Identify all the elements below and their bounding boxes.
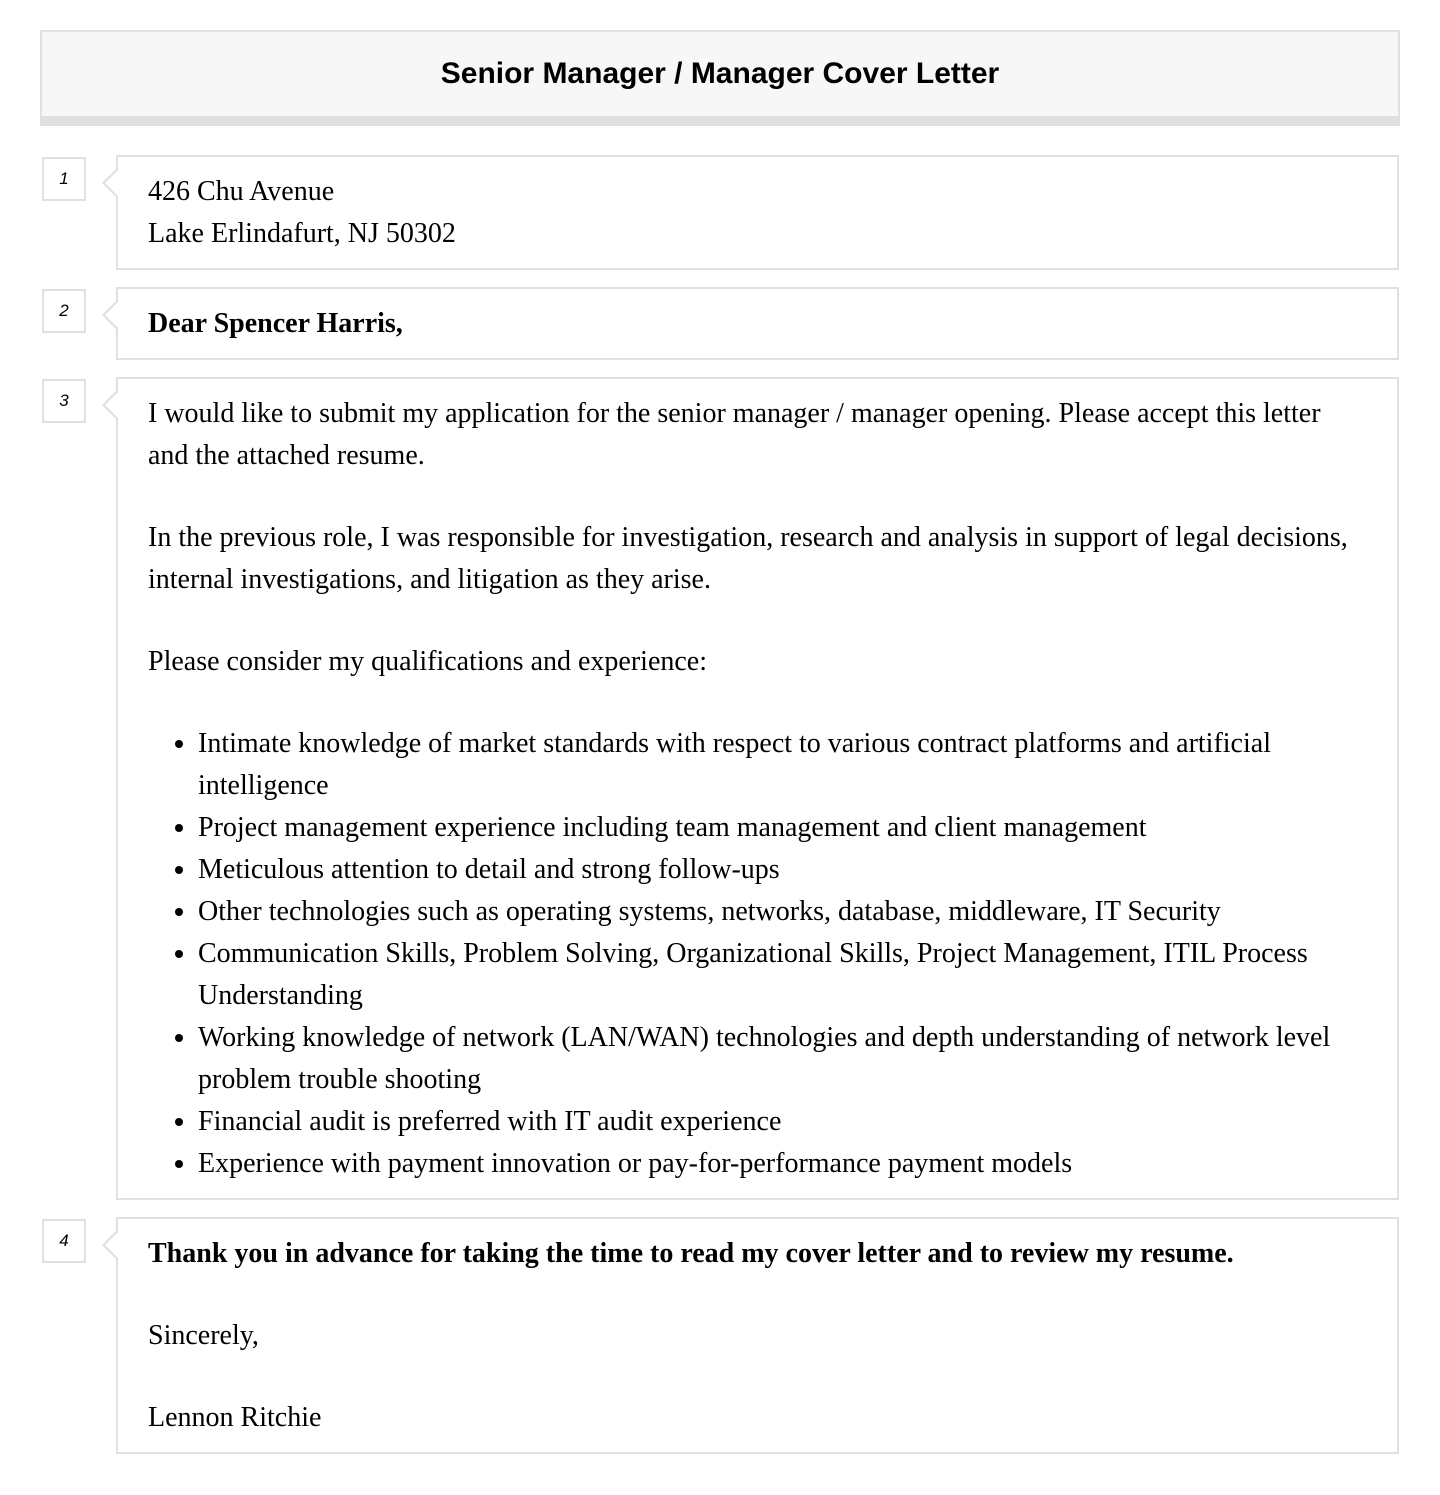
- closing-block: [116, 1217, 1399, 1454]
- list-item: • Experience with payment innovation or pay-for-performance payment models: [198, 1143, 1367, 1185]
- experience-paragraph: In the previous role, I was responsible for investigation, research and analysis in support of legal decisions, internal investigations, and litigation as they arise.: [148, 522, 1348, 595]
- list-item: • Intimate knowledge of market standards with respect to various contract platforms and artificial intelligence: [198, 723, 1367, 807]
- section-number: 3: [42, 379, 86, 423]
- list-item: • Project management experience including team management and client management: [198, 807, 1367, 849]
- closing-statement: Thank you in advance for taking the time to read my cover letter and to review my resume.: [148, 1238, 1234, 1269]
- list-item: • Working knowledge of network (LAN/WAN) technologies and depth understanding of network level problem trouble shooting: [198, 1017, 1367, 1101]
- address-line-1: 426 Chu Avenue: [148, 176, 335, 207]
- list-item: • Communication Skills, Problem Solving, Organizational Skills, Project Management, ITIL Process Understanding: [198, 933, 1367, 1017]
- address-block: [116, 155, 1399, 270]
- section-number: 1: [42, 157, 86, 201]
- section-number: 4: [42, 1219, 86, 1263]
- salutation: Dear Spencer Harris,: [148, 308, 403, 339]
- page-header: [40, 30, 1400, 126]
- qualifications-intro: Please consider my qualifications and experience:: [148, 646, 708, 677]
- list-item: • Other technologies such as operating systems, networks, database, middleware, IT Security: [198, 891, 1367, 933]
- signature: Lennon Ritchie: [148, 1402, 322, 1433]
- qualifications-list: [148, 723, 1367, 1185]
- body-block: [116, 377, 1399, 1200]
- section-number: 2: [42, 289, 86, 333]
- list-item: • Financial audit is preferred with IT audit experience: [198, 1101, 1367, 1143]
- list-item: • Meticulous attention to detail and strong follow-ups: [198, 849, 1367, 891]
- salutation-block: [116, 287, 1399, 360]
- page-title: Senior Manager / Manager Cover Letter: [440, 57, 1000, 90]
- address-line-2: Lake Erlindafurt, NJ 50302: [148, 218, 456, 249]
- intro-paragraph: I would like to submit my application for the senior manager / manager opening. Please accept this letter and the attached resume.: [148, 398, 1321, 471]
- sign-off: Sincerely,: [148, 1320, 259, 1351]
